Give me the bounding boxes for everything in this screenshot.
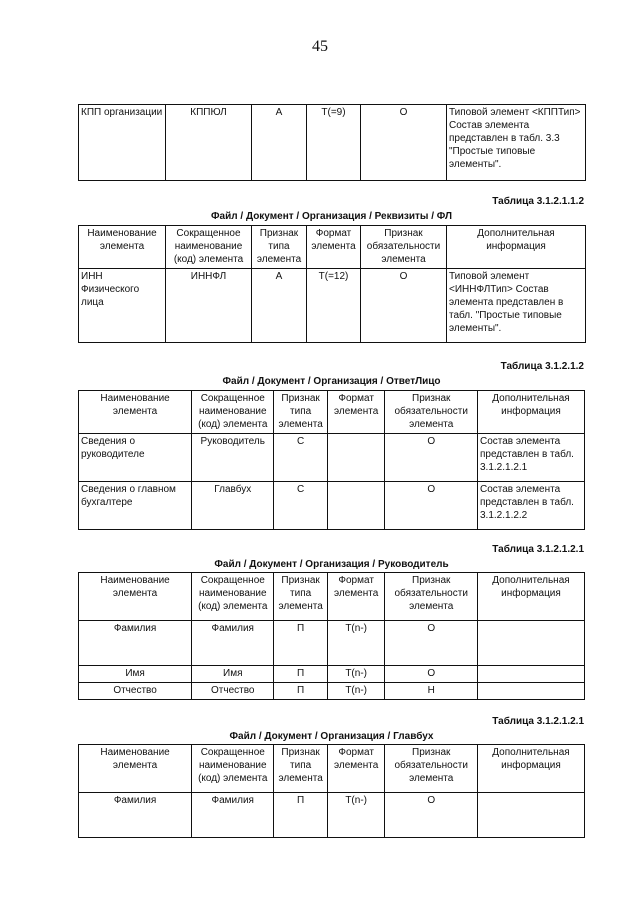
header-format: Формат элемента [327, 391, 385, 434]
cell-type: А [252, 269, 307, 343]
header-format: Формат элемента [327, 745, 385, 793]
table-label: Таблица 3.1.2.1.2.1 [492, 716, 584, 727]
cell-name: Имя [79, 666, 192, 683]
cell-code: ИННФЛ [166, 269, 252, 343]
cell-name: Сведения о главном бухгалтере [79, 482, 192, 530]
table-header-row [79, 226, 586, 269]
table-title: Файл / Документ / Организация / Руководитель [214, 559, 449, 570]
header-name: Наименование элемента [79, 391, 192, 434]
cell-info: Состав элемента представлен в табл. 3.1.2.1.2.1 [477, 434, 584, 482]
cell-code: Фамилия [192, 793, 274, 838]
cell-code: Отчество [192, 683, 274, 700]
header-required: Признак обязательности элемента [385, 391, 478, 434]
cell-format: Т(n-) [327, 666, 385, 683]
cell-info: Типовой элемент <ИННФЛТип> Состав элемента представлен в табл. "Простые типовые элементы". [447, 269, 586, 343]
element-table-fl [78, 225, 586, 343]
table-header-row [79, 573, 585, 621]
table-row [79, 105, 586, 181]
table-row [79, 434, 585, 482]
page-number: 45 [312, 38, 328, 55]
table-row [79, 666, 585, 683]
cell-required: О [385, 482, 478, 530]
cell-required: О [385, 793, 478, 838]
table-row [79, 683, 585, 700]
cell-code: Руководитель [192, 434, 274, 482]
header-required: Признак обязательности элемента [361, 226, 447, 269]
header-format: Формат элемента [307, 226, 361, 269]
table-row [79, 482, 585, 530]
header-code: Сокращенное наименование (код) элемента [192, 745, 274, 793]
cell-code: КППЮЛ [166, 105, 252, 181]
cell-info: Состав элемента представлен в табл. 3.1.2.1.2.2 [477, 482, 584, 530]
cell-format [327, 482, 385, 530]
element-table-continued [78, 104, 586, 181]
cell-format: Т(n-) [327, 793, 385, 838]
cell-info [477, 666, 584, 683]
table-label: Таблица 3.1.2.1.2 [500, 361, 584, 372]
header-name: Наименование элемента [79, 573, 192, 621]
table-header-row [79, 391, 585, 434]
header-info: Дополнительная информация [477, 391, 584, 434]
header-code: Сокращенное наименование (код) элемента [192, 391, 274, 434]
cell-name: ИНН Физического лица [79, 269, 166, 343]
table-label: Таблица 3.1.2.1.1.2 [492, 196, 584, 207]
cell-info [477, 793, 584, 838]
cell-name: КПП организации [79, 105, 166, 181]
element-table-rukovoditel [78, 572, 585, 700]
header-type: Признак типа элемента [252, 226, 307, 269]
header-code: Сокращенное наименование (код) элемента [166, 226, 252, 269]
table-label: Таблица 3.1.2.1.2.1 [492, 544, 584, 555]
cell-required: Н [385, 683, 478, 700]
cell-name: Сведения о руководителе [79, 434, 192, 482]
table-title: Файл / Документ / Организация / ОтветЛицо [222, 376, 441, 387]
header-info: Дополнительная информация [477, 573, 584, 621]
header-type: Признак типа элемента [274, 391, 327, 434]
header-name: Наименование элемента [79, 226, 166, 269]
table-title: Файл / Документ / Организация / Реквизиты / ФЛ [211, 211, 452, 222]
cell-type: С [274, 434, 327, 482]
cell-format [327, 434, 385, 482]
cell-required: О [385, 621, 478, 666]
cell-format: Т(n-) [327, 621, 385, 666]
cell-format: Т(=12) [307, 269, 361, 343]
table-row [79, 269, 586, 343]
cell-format: Т(n-) [327, 683, 385, 700]
header-format: Формат элемента [327, 573, 385, 621]
cell-type: П [274, 683, 327, 700]
header-required: Признак обязательности элемента [385, 573, 478, 621]
header-required: Признак обязательности элемента [385, 745, 478, 793]
cell-info [477, 621, 584, 666]
cell-type: П [274, 621, 327, 666]
header-info: Дополнительная информация [447, 226, 586, 269]
cell-type: П [274, 666, 327, 683]
cell-type: С [274, 482, 327, 530]
header-info: Дополнительная информация [477, 745, 584, 793]
cell-info: Типовой элемент <КППТип> Состав элемента представлен в табл. 3.3 "Простые типовые элементы". [447, 105, 586, 181]
cell-code: Фамилия [192, 621, 274, 666]
table-row [79, 621, 585, 666]
cell-code: Имя [192, 666, 274, 683]
cell-name: Фамилия [79, 621, 192, 666]
cell-name: Отчество [79, 683, 192, 700]
cell-required: О [361, 269, 447, 343]
header-type: Признак типа элемента [274, 745, 327, 793]
cell-info [477, 683, 584, 700]
element-table-glavbukh [78, 744, 585, 838]
cell-required: О [385, 434, 478, 482]
table-title: Файл / Документ / Организация / Главбух [229, 731, 434, 742]
element-table-otvetlico [78, 390, 585, 530]
cell-type: П [274, 793, 327, 838]
header-type: Признак типа элемента [274, 573, 327, 621]
header-code: Сокращенное наименование (код) элемента [192, 573, 274, 621]
table-row [79, 793, 585, 838]
cell-required: О [361, 105, 447, 181]
header-name: Наименование элемента [79, 745, 192, 793]
cell-type: А [252, 105, 307, 181]
cell-required: О [385, 666, 478, 683]
cell-format: Т(=9) [307, 105, 361, 181]
table-header-row [79, 745, 585, 793]
cell-name: Фамилия [79, 793, 192, 838]
cell-code: Главбух [192, 482, 274, 530]
